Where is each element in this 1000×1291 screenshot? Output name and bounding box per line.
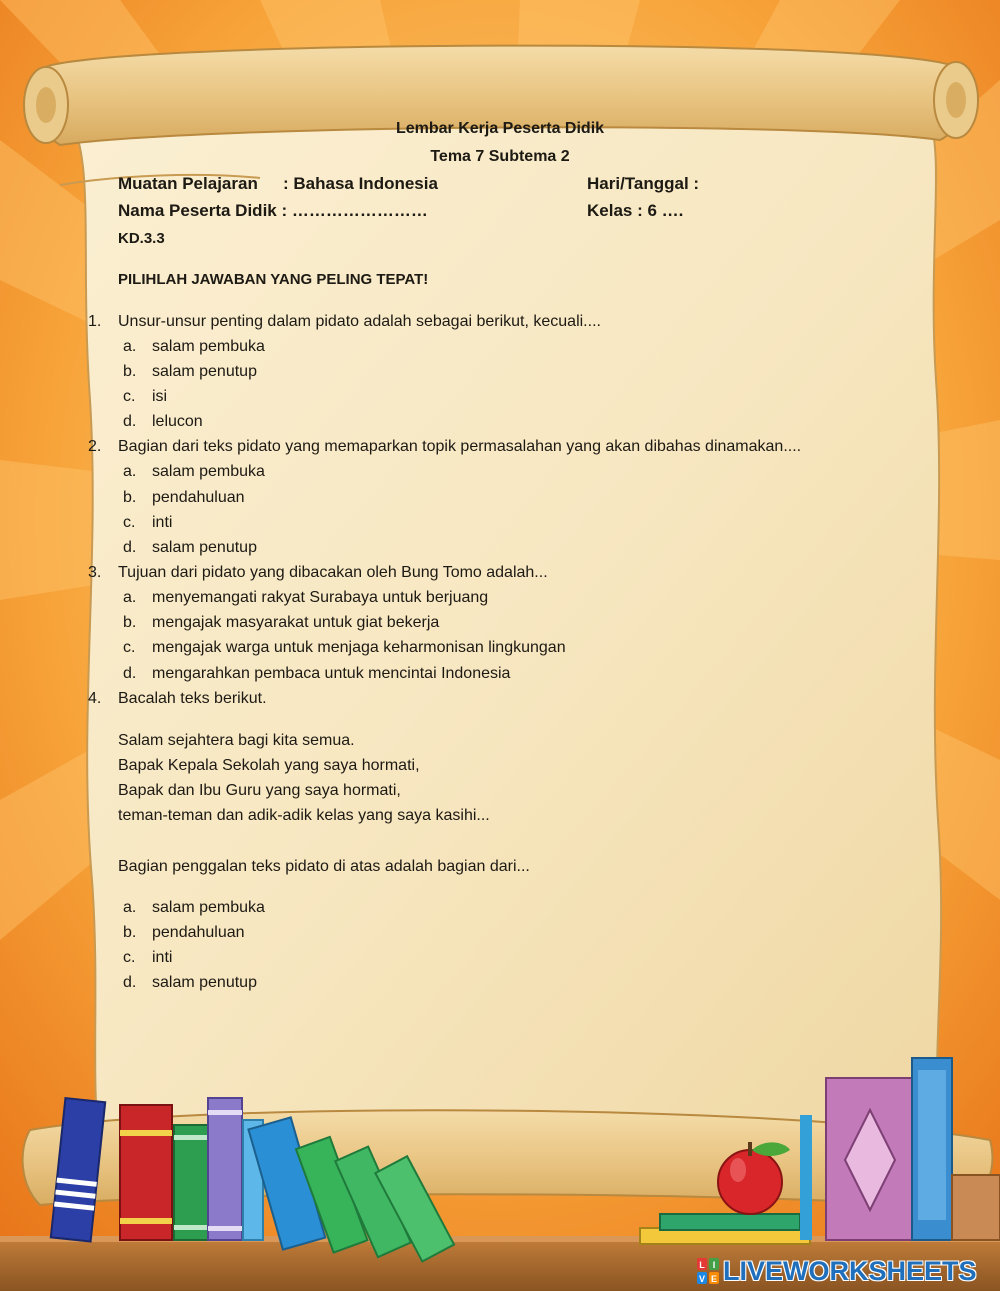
q1-option-a-letter: a. — [123, 338, 137, 355]
q2-option-b-letter: b. — [123, 489, 137, 506]
q3-option-b-letter: b. — [123, 614, 137, 631]
q3-option-d-letter: d. — [123, 665, 137, 682]
passage-line-2: Bapak Kepala Sekolah yang saya hormati, — [118, 757, 420, 774]
q3-option-a-letter: a. — [123, 589, 137, 606]
q4-option-d: salam penutup — [152, 974, 257, 991]
question-4-text: Bacalah teks berikut. — [118, 690, 267, 707]
worksheet-title: Lembar Kerja Peserta Didik — [395, 120, 605, 137]
q2-option-d-letter: d. — [123, 539, 137, 556]
q2-option-a: salam pembuka — [152, 463, 265, 480]
question-1-text: Unsur-unsur penting dalam pidato adalah sebagai berikut, kecuali.... — [118, 313, 601, 330]
svg-text:L: L — [699, 1260, 705, 1270]
q3-option-c: mengajak warga untuk menjaga keharmonisan lingkungan — [152, 639, 566, 656]
question-3-text: Tujuan dari pidato yang dibacakan oleh Bung Tomo adalah... — [118, 564, 548, 581]
q1-option-b-letter: b. — [123, 363, 137, 380]
svg-text:V: V — [698, 1274, 706, 1284]
q3-option-a: menyemangati rakyat Surabaya untuk berjuang — [152, 589, 489, 606]
q3-option-d: mengarahkan pembaca untuk mencintai Indonesia — [152, 665, 511, 682]
q4-option-d-letter: d. — [123, 974, 137, 991]
instruction-text: PILIHLAH JAWABAN YANG PELING TEPAT! — [118, 271, 429, 288]
question-1-number: 1. — [88, 313, 102, 330]
q1-option-d: lelucon — [152, 413, 203, 430]
liveworksheets-brand-text: LIVEWORKSHEETS — [723, 1256, 977, 1286]
question-4-prompt: Bagian penggalan teks pidato di atas adalah bagian dari... — [118, 858, 530, 875]
q4-option-b-letter: b. — [123, 924, 137, 941]
q1-option-c-letter: c. — [123, 388, 136, 405]
q3-option-c-letter: c. — [123, 639, 136, 656]
passage-line-1: Salam sejahtera bagi kita semua. — [118, 732, 355, 749]
q2-option-a-letter: a. — [123, 463, 137, 480]
kd-code: KD.3.3 — [118, 230, 165, 247]
q4-option-b: pendahuluan — [152, 924, 245, 941]
svg-text:E: E — [710, 1274, 718, 1284]
passage-line-4: teman-teman dan adik-adik kelas yang saya kasihi... — [118, 807, 490, 824]
worksheet-subtitle: Tema 7 Subtema 2 — [430, 148, 570, 165]
q2-option-b: pendahuluan — [152, 489, 245, 506]
question-2-text: Bagian dari teks pidato yang memaparkan topik permasalahan yang akan dibahas dinamakan.... — [118, 438, 802, 455]
q4-option-a: salam pembuka — [152, 899, 265, 916]
q1-option-a: salam pembuka — [152, 338, 265, 355]
q4-option-c: inti — [152, 949, 173, 966]
question-3-number: 3. — [88, 564, 102, 581]
q1-option-c: isi — [152, 388, 168, 405]
q1-option-b: salam penutup — [152, 363, 257, 380]
passage-line-3: Bapak dan Ibu Guru yang saya hormati, — [118, 782, 401, 799]
q4-option-a-letter: a. — [123, 899, 137, 916]
svg-text:I: I — [712, 1260, 716, 1270]
date-field-label: Hari/Tanggal : — [587, 174, 700, 193]
subject-label: Muatan Pelajaran — [118, 174, 258, 193]
liveworksheets-watermark — [697, 1256, 977, 1286]
q2-option-d: salam penutup — [152, 539, 257, 556]
q1-option-d-letter: d. — [123, 413, 137, 430]
liveworksheets-logo-icon — [697, 1258, 719, 1284]
q2-option-c-letter: c. — [123, 514, 136, 531]
question-4-number: 4. — [88, 690, 102, 707]
q4-option-c-letter: c. — [123, 949, 136, 966]
class-field: Kelas : 6 …. — [587, 201, 684, 220]
subject-value: : Bahasa Indonesia — [283, 174, 438, 193]
student-name-field: Nama Peserta Didik : …………………… — [118, 201, 428, 220]
question-2-number: 2. — [88, 438, 102, 455]
q2-option-c: inti — [152, 514, 173, 531]
q3-option-b: mengajak masyarakat untuk giat bekerja — [152, 614, 440, 631]
